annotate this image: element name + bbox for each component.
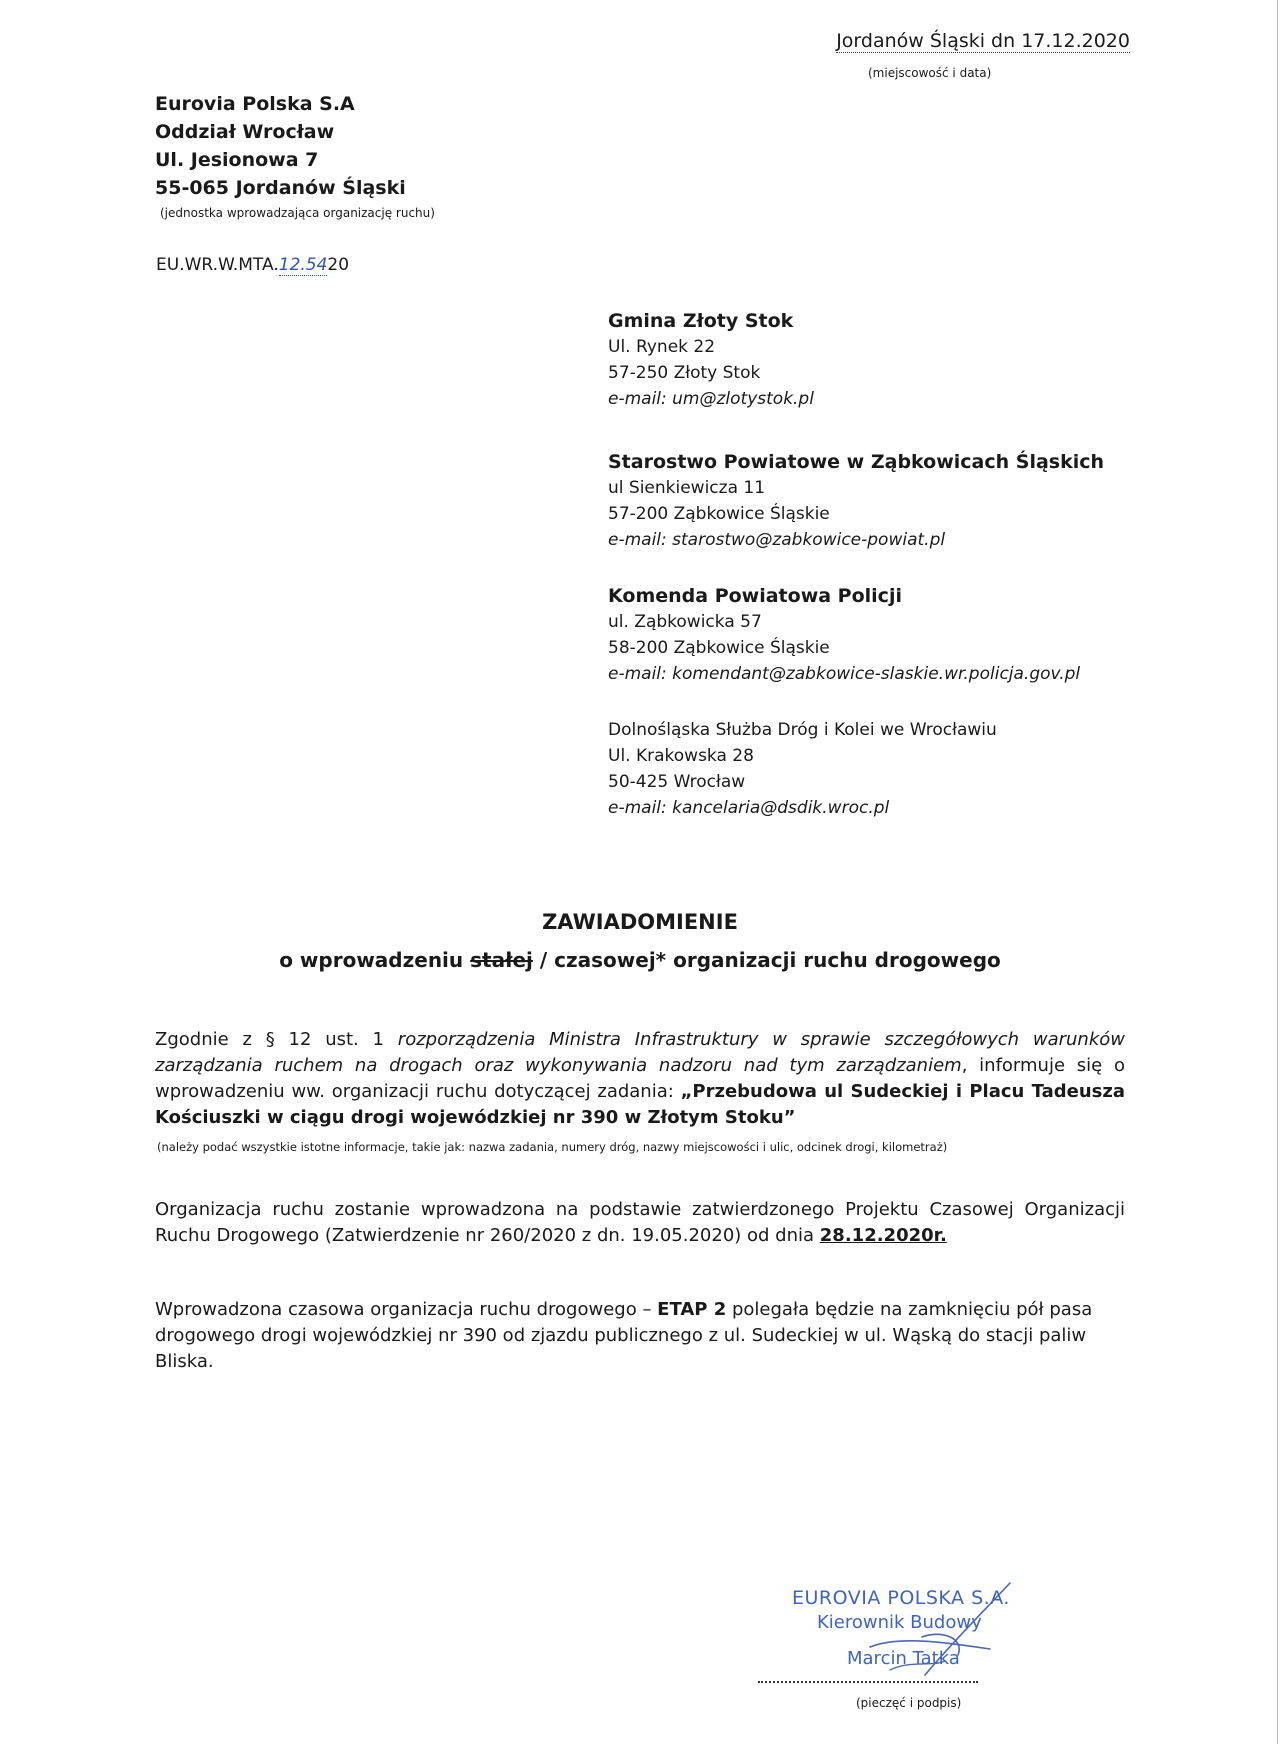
recipient-block <box>608 717 997 821</box>
sender-caption: (jednostka wprowadzająca organizację ruchu) <box>160 206 435 220</box>
sender-street: Ul. Jesionowa 7 <box>155 149 319 171</box>
recipient-street: ul. Ząbkowicka 57 <box>608 612 762 632</box>
paragraph-legal-basis: Zgodnie z § 12 ust. 1 rozporządzenia Ministra Infrastruktury w sprawie szczegółowych warunków zarządzania ruchem na drogach oraz wykonywania nadzoru nad tym zarządzaniem, informuje się o wprowadzeniu ww. organizacji ruchu dotyczącej zadania: „Przebudowa ul Sudeckiej i Placu Tadeusza Kościuszki w ciągu drogi wojewódzkiej nr 390 w Złotym Stoku” <box>155 1029 1126 1128</box>
handwritten-signature <box>830 1575 1050 1685</box>
sender-city: 55-065 Jordanów Śląski <box>155 177 406 199</box>
recipient-street: Ul. Rynek 22 <box>608 337 716 357</box>
struck-word: stałej <box>470 948 533 972</box>
sender-block <box>155 90 406 202</box>
sender-company: Eurovia Polska S.A <box>155 93 355 115</box>
stamp-company: EUROVIA POLSKA S.A. <box>792 1587 1010 1609</box>
paragraph-note: (należy podać wszystkie istotne informacje, takie jak: nazwa zadania, numery dróg, nazwy miejscowości i ulic, odcinek drogi, kilometraż) <box>157 1140 948 1154</box>
recipient-email: e-mail: um@zlotystok.pl <box>608 389 814 409</box>
paragraph-stage: Wprowadzona czasowa organizacja ruchu drogowego – ETAP 2 polegała będzie na zamknięciu pół pasa drogowego drogi wojewódzkiej nr 390 od zjazdu publicznego z ul. Sudeckiej w ul. Wąską do stacji paliw Bliska. <box>155 1299 1093 1372</box>
recipient-city: 58-200 Ząbkowice Śląskie <box>608 638 830 658</box>
reference-handwritten: 12.54 <box>278 255 328 275</box>
recipient-email: e-mail: komendant@zabkowice-slaskie.wr.policja.gov.pl <box>608 664 1081 684</box>
recipient-name: Dolnośląska Służba Dróg i Kolei we Wrocławiu <box>608 720 997 740</box>
recipient-name: Komenda Powiatowa Policji <box>608 585 902 607</box>
sender-branch: Oddział Wrocław <box>155 121 335 143</box>
signature-caption: (pieczęć i podpis) <box>856 1696 962 1710</box>
reference-number <box>156 255 349 275</box>
recipient-city: 57-200 Ząbkowice Śląskie <box>608 504 830 524</box>
paragraph-approval: Organizacja ruchu zostanie wprowadzona na podstawie zatwierdzonego Projektu Czasowej Organizacji Ruchu Drogowego (Zatwierdzenie nr 260/2020 z dn. 19.05.2020) od dnia 28.12.2020r. <box>155 1199 1125 1246</box>
recipient-name: Gmina Złoty Stok <box>608 310 794 332</box>
document-subtitle: o wprowadzeniu stałej / czasowej* organizacji ruchu drogowego <box>279 948 1001 972</box>
document-title: ZAWIADOMIENIE <box>542 910 738 934</box>
stamp-person: Marcin Tatka <box>847 1648 960 1669</box>
recipient-block <box>608 583 1080 687</box>
place-date: Jordanów Śląski dn 17.12.2020 <box>836 30 1130 52</box>
place-date-caption: (miejscowość i data) <box>868 66 992 80</box>
recipient-block <box>608 449 1104 553</box>
recipient-city: 57-250 Złoty Stok <box>608 363 761 383</box>
recipient-street: Ul. Krakowska 28 <box>608 746 754 766</box>
signature-line <box>758 1681 978 1683</box>
reference-suffix: 20 <box>327 255 350 275</box>
recipient-city: 50-425 Wrocław <box>608 772 746 792</box>
page-edge <box>1277 0 1278 1744</box>
recipient-email: e-mail: starostwo@zabkowice-powiat.pl <box>608 530 946 550</box>
recipient-street: ul Sienkiewicza 11 <box>608 478 766 498</box>
recipient-name: Starostwo Powiatowe w Ząbkowicach Śląskich <box>608 451 1105 473</box>
recipient-email: e-mail: kancelaria@dsdik.wroc.pl <box>608 798 890 818</box>
stamp-role: Kierownik Budowy <box>817 1612 982 1633</box>
recipient-block <box>608 308 814 412</box>
reference-prefix: EU.WR.W.MTA. <box>156 255 279 275</box>
start-date: 28.12.2020r. <box>819 1225 947 1246</box>
